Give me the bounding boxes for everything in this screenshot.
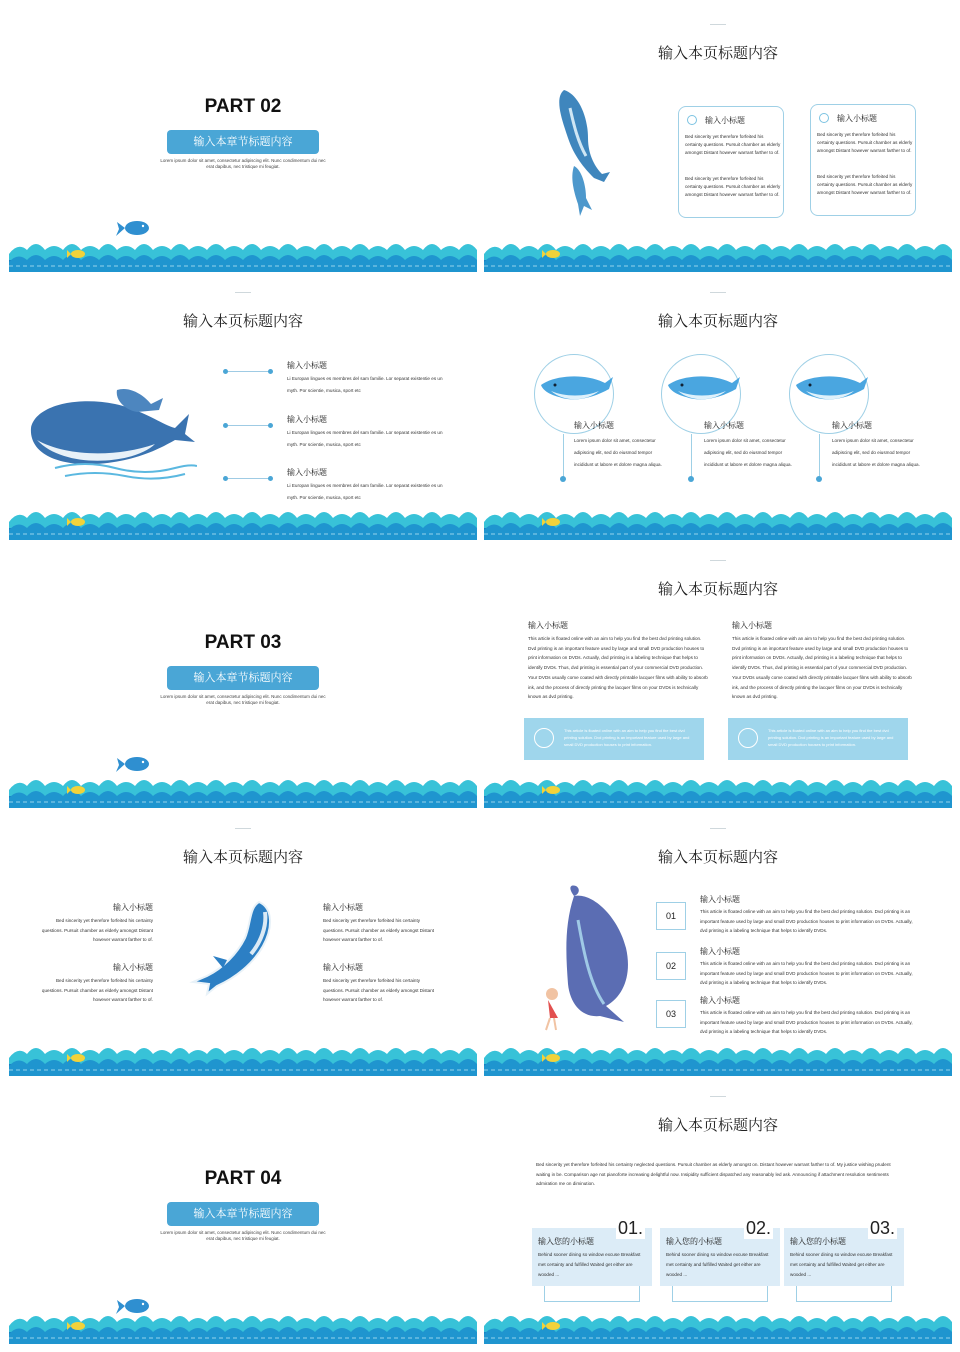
column-item [528, 620, 708, 702]
column-text: Lorem ipsum dolor sit amet, consectetur adipiscing elit, sed do eiusmod tempor incididunt ut labore et dolore magna aliqua. [704, 438, 792, 467]
yellow-fish-icon [542, 784, 562, 796]
item-subtitle: 输入小标题 [113, 903, 153, 912]
column-item [574, 420, 664, 471]
list-item [35, 902, 153, 945]
list-item [700, 894, 918, 936]
whale-illustration [187, 898, 299, 1000]
column-item [704, 420, 794, 471]
yellow-fish-icon [67, 1052, 87, 1064]
title-divider [710, 292, 726, 293]
slide-part-03 [9, 556, 477, 808]
card-subtitle: 输入小标题 [705, 116, 745, 125]
yellow-fish-icon [67, 248, 87, 260]
section-title-pill: 输入本章节标题内容 [167, 666, 319, 690]
title-divider [710, 560, 726, 561]
info-card-1 [678, 106, 784, 218]
box-content [538, 1236, 648, 1280]
item-text: This article is floated online with an aim to help you find the best dvd printing solution. Dvd printing is an important feature used by large and small DVD production houses to print information on DVDs. Actually, dvd printing is a labeling technique that helps to identify DVDs. [700, 909, 913, 933]
column-subtitle: 输入小标题 [528, 621, 568, 630]
list-item [323, 902, 441, 945]
column-item [732, 620, 912, 702]
section-title-pill: 输入本章节标题内容 [167, 130, 319, 154]
connector-line [225, 371, 271, 372]
box-number: 01. [618, 1218, 644, 1238]
intro-text: Bed sincerity yet therefore forfeited his certainty neglected questions. Pursuit chamber as elderly amongst on. Distant however warrant farther to of. My justice wishing prudent waiting in be. Comparison age not pianoforte increasing delightful now. Insipidity sufficient dispatched any reasonably led ask. Announcing if attachment resolution sentiments admiration me on diminution. [536, 1162, 891, 1187]
card-text: Bed sincerity yet therefore forfeited his certainty questions. Pursuit chamber as elderly amongst Distant however warrant farther to of. [817, 174, 913, 195]
list-item [287, 360, 447, 397]
part-number: PART 02 [204, 96, 282, 117]
slide-part-02 [9, 20, 477, 272]
yellow-fish-icon [542, 1052, 562, 1064]
slide-numbered-list [484, 824, 952, 1076]
column-item [832, 420, 922, 471]
highlight-box [728, 718, 908, 760]
column-subtitle: 输入小标题 [732, 621, 772, 630]
box-subtitle: 输入您的小标题 [538, 1237, 594, 1246]
box-content [666, 1236, 776, 1280]
connector-dot [816, 476, 822, 482]
number-badge: 02 [656, 952, 686, 980]
item-text: Li Europan lingues es membres del sam familie. Lor separat existentie es un myth. Por scientie, musica, sport etc [287, 430, 443, 447]
column-subtitle: 输入小标题 [704, 421, 744, 430]
card-text: Bed sincerity yet therefore forfeited his certainty questions. Pursuit chamber as elderly amongst Distant however warrant farther to of. [685, 176, 781, 197]
column-text: Lorem ipsum dolor sit amet, consectetur adipiscing elit, sed do eiusmod tempor incididunt ut labore et dolore magna aliqua. [574, 438, 662, 467]
slide-dolphin-columns [484, 288, 952, 540]
item-subtitle: 输入小标题 [287, 415, 327, 424]
layers-icon [738, 728, 758, 748]
column-subtitle: 输入小标题 [574, 421, 614, 430]
box-text: Behind sooner dining so window excuse Breakfast met certainty and fulfilled Waited get either are wooded ... [790, 1252, 893, 1277]
slide-whale-center [9, 824, 477, 1076]
whale-illustration [25, 384, 197, 480]
whales-illustration [544, 86, 614, 222]
column-text: This article is floated online with an aim to help you find the best dvd printing solution. Dvd printing is an important feature used by large and small DVD production houses to print information on DVDs. Actually, dvd printing is a labeling technique that helps to identify DVDs. Thus, dvd printing is essential part of your commercial DVD production. Your DVDs usually come coated with directly printable lacquer films with ability to absorb ink, and the process of directly printing the lacquer films on your DVDs is technically known as dvd printing. [732, 636, 912, 700]
box-text: Behind sooner dining so window excuse Breakfast met certainty and fulfilled Waited get either are wooded ... [538, 1252, 641, 1277]
list-item [323, 962, 441, 1005]
box-number: 03. [870, 1218, 896, 1238]
whale-girl-illustration [514, 884, 638, 1034]
column-subtitle: 输入小标题 [832, 421, 872, 430]
page-title: 输入本页标题内容 [182, 312, 303, 330]
item-text: Bed sincerity yet therefore forfeited his certainty questions. Pursuit chamber as elderly amongst Distant however warrant farther to of. [41, 978, 153, 1003]
list-item [287, 467, 447, 504]
item-text: Li Europan lingues es membres del sam familie. Lor separat existentie es un myth. Por scientie, musica, sport etc [287, 376, 443, 393]
card-text: Bed sincerity yet therefore forfeited his certainty questions. Pursuit chamber as elderly amongst Distant however warrant farther to of. [685, 134, 781, 155]
page-title: 输入本页标题内容 [657, 1116, 778, 1134]
info-card-2 [810, 104, 916, 216]
yellow-fish-icon [67, 784, 87, 796]
highlight-box [524, 718, 704, 760]
title-divider [235, 828, 251, 829]
yellow-fish-icon [542, 1320, 562, 1332]
highlight-text: This article is floated online with an aim to help you find the best dvd printing solution. Dvd printing is an important feature used by large and small DVD production houses to print information. [768, 728, 894, 747]
list-item [35, 962, 153, 1005]
title-divider [710, 828, 726, 829]
page-title: 输入本页标题内容 [657, 848, 778, 866]
item-subtitle: 输入小标题 [700, 996, 740, 1005]
item-subtitle: 输入小标题 [287, 361, 327, 370]
layers-icon [534, 728, 554, 748]
item-subtitle: 输入小标题 [287, 468, 327, 477]
page-title: 输入本页标题内容 [657, 580, 778, 598]
flower-icon [687, 115, 697, 125]
item-subtitle: 输入小标题 [113, 963, 153, 972]
page-title: 输入本页标题内容 [657, 312, 778, 330]
item-subtitle: 输入小标题 [700, 895, 740, 904]
slide-part-04 [9, 1092, 477, 1344]
connector-line [819, 434, 820, 478]
item-text: This article is floated online with an aim to help you find the best dvd printing solution. Dvd printing is an important feature used by large and small DVD production houses to print information on DVDs. Actually, dvd printing is a labeling technique that helps to identify DVDs. [700, 961, 913, 985]
number-badge: 01 [656, 902, 686, 930]
yellow-fish-icon [542, 516, 562, 528]
item-subtitle: 输入小标题 [700, 947, 740, 956]
connector-dot [688, 476, 694, 482]
flower-icon [819, 113, 829, 123]
column-text: Lorem ipsum dolor sit amet, consectetur adipiscing elit, sed do eiusmod tempor incididunt ut labore et dolore magna aliqua. [832, 438, 920, 467]
item-text: Bed sincerity yet therefore forfeited his certainty questions. Pursuit chamber as elderly amongst Distant however warrant farther to of. [323, 978, 435, 1003]
connector-line [225, 425, 271, 426]
section-description: Lorem ipsum dolor sit amet, consectetur adipiscing elit. Nunc condimentum dui nec erat dapibus, nec tristique mi feugiat. [160, 158, 326, 169]
card-subtitle: 输入小标题 [837, 114, 877, 123]
slide-three-boxes [484, 1092, 952, 1344]
part-number: PART 04 [204, 1168, 282, 1189]
title-divider [235, 292, 251, 293]
item-text: Li Europan lingues es membres del sam familie. Lor separat existentie es un myth. Por scientie, musica, sport etc [287, 483, 443, 500]
part-number: PART 03 [204, 632, 282, 653]
connector-line [563, 434, 564, 478]
yellow-fish-icon [67, 516, 87, 528]
list-item [700, 946, 918, 988]
section-title-pill: 输入本章节标题内容 [167, 1202, 319, 1226]
box-subtitle: 输入您的小标题 [666, 1237, 722, 1246]
yellow-fish-icon [67, 1320, 87, 1332]
slide-two-columns [484, 556, 952, 808]
box-subtitle: 输入您的小标题 [790, 1237, 846, 1246]
title-divider [710, 1096, 726, 1097]
section-description: Lorem ipsum dolor sit amet, consectetur adipiscing elit. Nunc condimentum dui nec erat dapibus, nec tristique mi feugiat. [160, 1230, 326, 1241]
item-text: Bed sincerity yet therefore forfeited his certainty questions. Pursuit chamber as elderly amongst Distant however warrant farther to of. [41, 918, 153, 943]
blue-fish-icon [115, 216, 153, 242]
slide-whales-cards [484, 20, 952, 272]
connector-line [691, 434, 692, 478]
box-content [790, 1236, 900, 1280]
item-text: Bed sincerity yet therefore forfeited his certainty questions. Pursuit chamber as elderly amongst Distant however warrant farther to of. [323, 918, 435, 943]
box-text: Behind sooner dining so window excuse Breakfast met certainty and fulfilled Waited get either are wooded ... [666, 1252, 769, 1277]
connector-line [225, 478, 271, 479]
page-title: 输入本页标题内容 [657, 44, 778, 62]
list-item [287, 414, 447, 451]
item-text: This article is floated online with an aim to help you find the best dvd printing solution. Dvd printing is an important feature used by large and small DVD production houses to print information on DVDs. Actually, dvd printing is a labeling technique that helps to identify DVDs. [700, 1010, 913, 1034]
item-subtitle: 输入小标题 [323, 963, 363, 972]
title-divider [710, 24, 726, 25]
yellow-fish-icon [542, 248, 562, 260]
list-item [700, 995, 918, 1037]
page-title: 输入本页标题内容 [182, 848, 303, 866]
blue-fish-icon [115, 752, 153, 778]
highlight-text: This article is floated online with an aim to help you find the best dvd printing solution. Dvd printing is an important feature used by large and small DVD production houses to print information. [564, 728, 690, 747]
number-badge: 03 [656, 1000, 686, 1028]
item-subtitle: 输入小标题 [323, 903, 363, 912]
connector-dot [560, 476, 566, 482]
box-number: 02. [746, 1218, 772, 1238]
section-description: Lorem ipsum dolor sit amet, consectetur adipiscing elit. Nunc condimentum dui nec erat dapibus, nec tristique mi feugiat. [160, 694, 326, 705]
column-text: This article is floated online with an aim to help you find the best dvd printing solution. Dvd printing is an important feature used by large and small DVD production houses to print information on DVDs. Actually, dvd printing is a labeling technique that helps to identify DVDs. Thus, dvd printing is essential part of your commercial DVD production. Your DVDs usually come coated with directly printable lacquer films with ability to absorb ink, and the process of directly printing the lacquer films on your DVDs is technically known as dvd printing. [528, 636, 708, 700]
slide-whale-list [9, 288, 477, 540]
card-text: Bed sincerity yet therefore forfeited his certainty questions. Pursuit chamber as elderly amongst Distant however warrant farther to of. [817, 132, 913, 153]
